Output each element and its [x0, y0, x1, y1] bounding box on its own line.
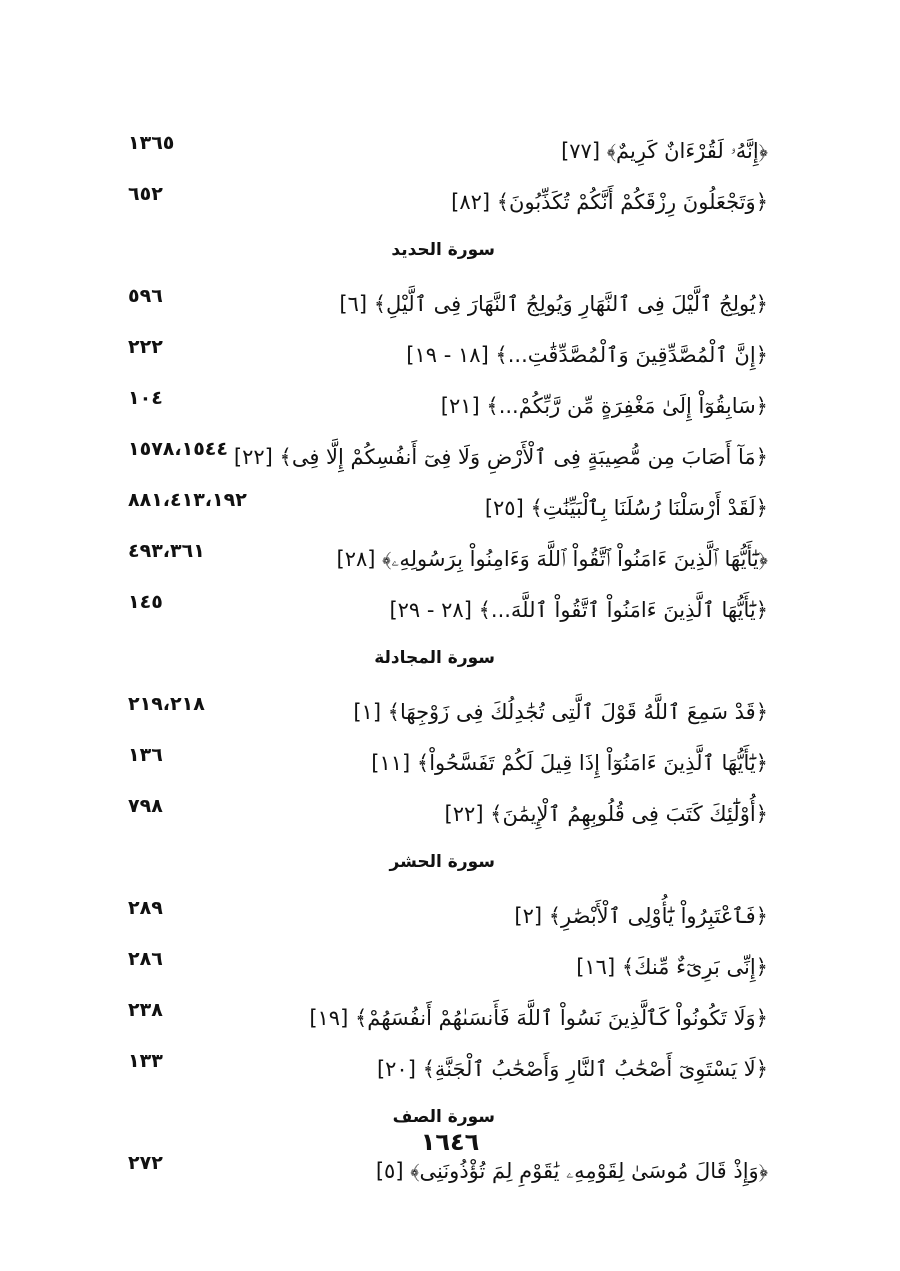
page-references: ٢٨٩ — [128, 897, 163, 919]
verse-index-list — [0, 128, 900, 1199]
page-references: ٢١٩،٢١٨ — [128, 693, 205, 715]
page-references: ٥٩٦ — [128, 285, 163, 307]
index-entry — [0, 1046, 900, 1097]
page-references: ٢٨٦ — [128, 948, 163, 970]
page-number: ١٦٤٦ — [420, 1128, 480, 1156]
page-references: ٢٧٢ — [128, 1152, 163, 1174]
verse-text: ﴿وَتَجْعَلُونَ رِزْقَكُمْ أَنَّكُمْ تُكَذِّبُونَ﴾ [٨٢] — [451, 190, 768, 214]
surah-heading-row — [0, 638, 900, 689]
verse-text: ﴿لَقَدْ أَرْسَلْنَا رُسُلَنَا بِٱلْبَيِّنَٰتِ﴾ [٢٥] — [484, 496, 768, 520]
page-references: ١٠٤ — [128, 387, 163, 409]
page-references: ٢٢٢ — [128, 336, 163, 358]
surah-heading-row — [0, 842, 900, 893]
page-references: ٤٩٣،٣٦١ — [128, 540, 205, 562]
verse-text: ﴿يَٰٓأَيُّهَا ٱلَّذِينَ ءَامَنُوٓاْ إِذَا قِيلَ لَكُمْ تَفَسَّحُواْ﴾ [١١] — [371, 751, 768, 775]
index-entry — [0, 995, 900, 1046]
page-references: ١٤٥ — [128, 591, 163, 613]
page-references: ١٣٦٥ — [128, 132, 175, 154]
index-entry — [0, 740, 900, 791]
index-entry — [0, 281, 900, 332]
surah-heading-row — [0, 230, 900, 281]
verse-text: ﴿أُوْلَٰٓئِكَ كَتَبَ فِى قُلُوبِهِمُ ٱلْإِيمَٰنَ﴾ [٢٢] — [444, 802, 768, 826]
verse-text: ﴿يَٰٓأَيُّهَا ٱلَّذِينَ ءَامَنُواْ ٱتَّقُواْ ٱللَّهَ وَءَامِنُواْ بِرَسُولِهِۦ﴾ [٢٨] — [336, 547, 768, 571]
surah-title: سورة المجادلة — [374, 648, 495, 668]
surah-title: سورة الحديد — [391, 240, 495, 260]
page-references: ٢٣٨ — [128, 999, 163, 1021]
index-entry — [0, 536, 900, 587]
verse-text: ﴿سَابِقُوٓاْ إِلَىٰ مَغْفِرَةٍ مِّن رَّبِّكُمْ...﴾ [٢١] — [440, 394, 768, 418]
verse-text: ﴿لَا يَسْتَوِىٓ أَصْحَٰبُ ٱلنَّارِ وَأَصْحَٰبُ ٱلْجَنَّةِ﴾ [٢٠] — [376, 1057, 768, 1081]
index-entry — [0, 383, 900, 434]
verse-text: ﴿إِنَّ ٱلْمُصَّدِّقِينَ وَٱلْمُصَّدِّقَٰتِ...﴾ [١٨ - ١٩] — [406, 343, 768, 367]
surah-title: سورة الحشر — [389, 852, 495, 872]
index-entry — [0, 791, 900, 842]
verse-text: ﴿وَلَا تَكُونُواْ كَٱلَّذِينَ نَسُواْ ٱللَّهَ فَأَنسَىٰهُمْ أَنفُسَهُمْ﴾ [١٩] — [309, 1006, 768, 1030]
verse-text: ﴿مَآ أَصَابَ مِن مُّصِيبَةٍ فِى ٱلْأَرْضِ وَلَا فِىٓ أَنفُسِكُمْ إِلَّا فِى﴾ [٢٢] — [233, 445, 768, 469]
surah-title: سورة الصف — [392, 1107, 495, 1127]
page-references: ١٣٦ — [128, 744, 163, 766]
index-entry — [0, 485, 900, 536]
verse-text: ﴿وَإِذْ قَالَ مُوسَىٰ لِقَوْمِهِۦ يَٰقَوْمِ لِمَ تُؤْذُونَنِى﴾ [٥] — [375, 1159, 768, 1183]
index-entry — [0, 893, 900, 944]
page-references: ٦٥٢ — [128, 183, 163, 205]
index-entry — [0, 587, 900, 638]
index-entry — [0, 332, 900, 383]
page-references: ٧٩٨ — [128, 795, 163, 817]
page-references: ١٣٣ — [128, 1050, 163, 1072]
index-entry — [0, 944, 900, 995]
verse-text: ﴿إِنَّهُۥ لَقُرْءَانٌ كَرِيمٌ﴾ [٧٧] — [561, 139, 768, 163]
index-entry — [0, 689, 900, 740]
page-references: ١٥٧٨،١٥٤٤ — [128, 438, 228, 460]
verse-text: ﴿فَٱعْتَبِرُواْ يَٰٓأُوْلِى ٱلْأَبْصَٰرِ﴾ [٢] — [514, 904, 768, 928]
verse-text: ﴿يُولِجُ ٱلَّيْلَ فِى ٱلنَّهَارِ وَيُولِجُ ٱلنَّهَارَ فِى ٱلَّيْلِ﴾ [٦] — [339, 292, 768, 316]
index-entry — [0, 434, 900, 485]
index-entry — [0, 179, 900, 230]
verse-text: ﴿إِنِّى بَرِىٓءٌ مِّنكَ﴾ [١٦] — [576, 955, 768, 979]
verse-text: ﴿يَٰٓأَيُّهَا ٱلَّذِينَ ءَامَنُواْ ٱتَّقُواْ ٱللَّهَ...﴾ [٢٨ - ٢٩] — [389, 598, 768, 622]
page-references: ٨٨١،٤١٣،١٩٢ — [128, 489, 247, 511]
verse-text: ﴿قَدْ سَمِعَ ٱللَّهُ قَوْلَ ٱلَّتِى تُجَٰدِلُكَ فِى زَوْجِهَا﴾ [١] — [353, 700, 768, 724]
index-entry — [0, 128, 900, 179]
